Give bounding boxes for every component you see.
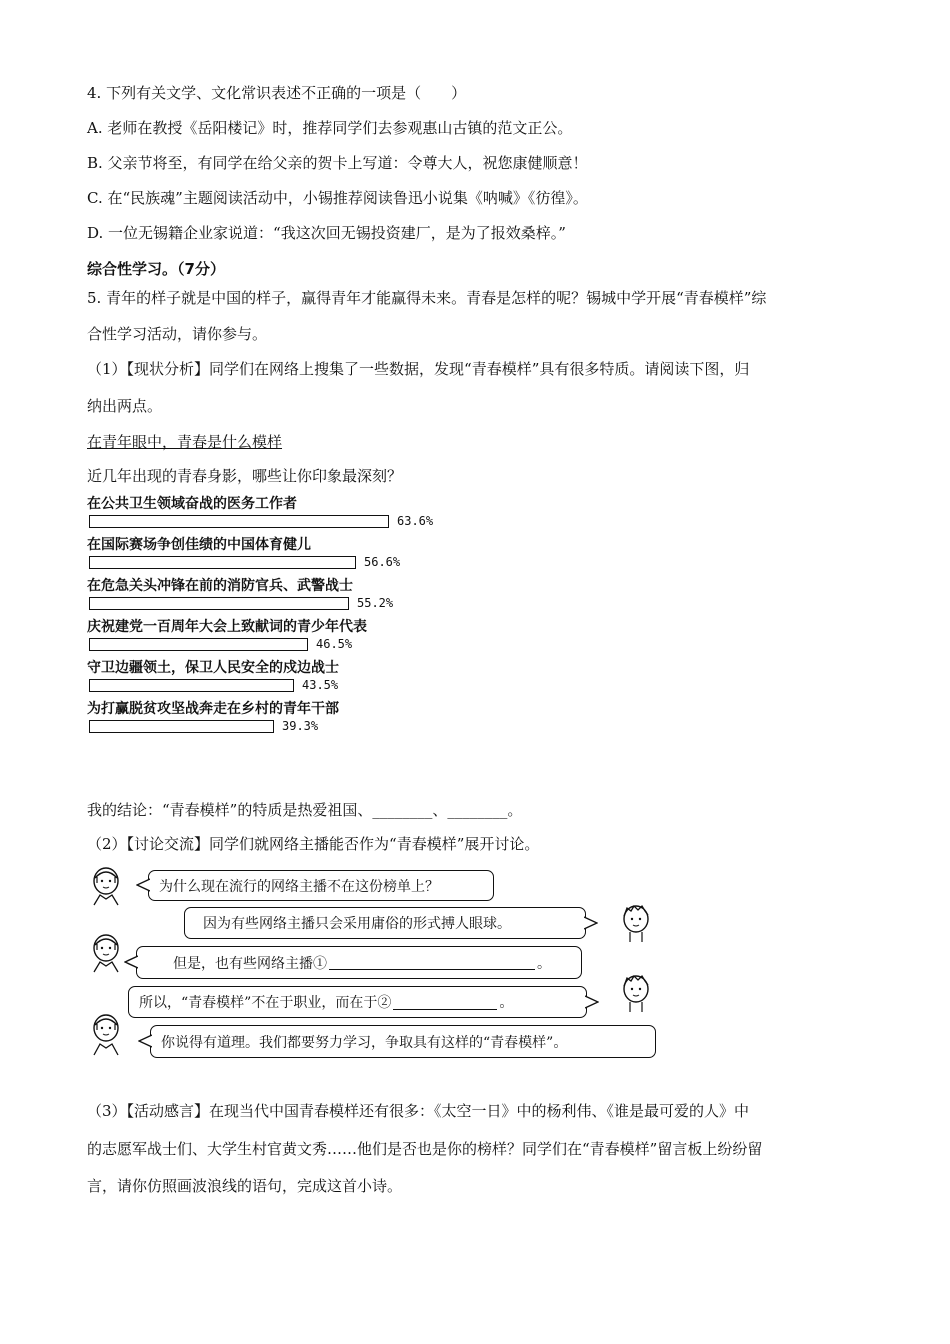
q4-option-c: C. 在“民族魂”主题阅读活动中，小锡推荐阅读鲁迅小说集《呐喊》《彷徨》。 <box>87 189 588 207</box>
q4-option-a: A. 老师在教授《岳阳楼记》时，推荐同学们去参观惠山古镇的范文正公。 <box>87 119 573 137</box>
q5-part3-line-3: 言，请你仿照画波浪线的语句，完成这首小诗。 <box>87 1177 403 1195</box>
q4-option-b: B. 父亲节将至，有同学在给父亲的贺卡上写道：令尊大人，祝您康健顺意！ <box>87 154 588 172</box>
chart-title: 在青年眼中，青春是什么模样 <box>87 433 283 451</box>
bar-value-label: 56.6% <box>364 555 401 569</box>
bar-value-label: 55.2% <box>357 596 394 610</box>
bar-value-label: 46.5% <box>316 637 353 651</box>
dialogue-text-3b: 。 <box>537 955 551 972</box>
bubble-tail-icon <box>124 955 138 969</box>
girl-avatar-icon <box>88 1013 124 1057</box>
q5-part1-line-2: 纳出两点。 <box>87 397 163 415</box>
section-title: 综合性学习。（7分） <box>87 260 225 278</box>
boy-avatar-icon <box>618 902 654 944</box>
q5-intro-line-2: 合性学习活动，请你参与。 <box>87 325 268 343</box>
bar-category-label: 在危急关头冲锋在前的消防官兵、武警战士 <box>87 578 353 594</box>
chart-subtitle: 近几年出现的青春身影，哪些让你印象最深刻？ <box>87 467 403 485</box>
bar-category-label: 在公共卫生领域奋战的医务工作者 <box>87 496 297 512</box>
answer-blank-1[interactable] <box>329 955 535 970</box>
conclusion-line: 我的结论：“青春模样”的特质是热爱祖国、________、________。 <box>87 801 523 819</box>
bubble-tail-icon <box>136 878 150 892</box>
bar <box>89 515 389 528</box>
dialogue-bubble-3 <box>136 946 582 979</box>
q4-stem: 4. 下列有关文学、文化常识表述不正确的一项是（ ） <box>87 84 467 102</box>
dialogue-text-4a: 所以，“青春模样”不在于职业，而在于② <box>139 995 392 1011</box>
bar-value-label: 63.6% <box>397 514 434 528</box>
girl-avatar-icon <box>88 866 124 906</box>
bar <box>89 679 294 692</box>
bar-category-label: 守卫边疆领土，保卫人民安全的戍边战士 <box>87 660 339 676</box>
bar-category-label: 庆祝建党一百周年大会上致献词的青少年代表 <box>87 619 367 635</box>
q5-part1-line-1: （1）【现状分析】同学们在网络上搜集了一些数据，发现“青春模样”具有很多特质。请阅读下图，归 <box>87 360 750 378</box>
bubble-tail-icon <box>585 995 599 1009</box>
answer-blank-2[interactable] <box>393 995 497 1010</box>
q4-option-d: D. 一位无锡籍企业家说道：“我这次回无锡投资建厂，是为了报效桑梓。” <box>87 224 566 242</box>
bubble-tail-icon <box>584 916 598 930</box>
bar-value-label: 43.5% <box>302 678 339 692</box>
dialogue-text-3a: 但是，也有些网络主播① <box>173 955 327 972</box>
boy-avatar-icon <box>618 972 654 1014</box>
q5-part3-line-2: 的志愿军战士们、大学生村官黄文秀……他们是否也是你的榜样？同学们在“青春模样”留言板上纷纷留 <box>87 1140 763 1158</box>
dialogue-bubble-2 <box>184 907 586 939</box>
bar-category-label: 为打赢脱贫攻坚战奔走在乡村的青年干部 <box>87 701 339 717</box>
girl-avatar-icon <box>88 933 124 973</box>
bubble-tail-icon <box>138 1034 152 1048</box>
bar <box>89 597 349 610</box>
bar-category-label: 在国际赛场争创佳绩的中国体育健儿 <box>87 537 311 553</box>
dialogue-text-1: 为什么现在流行的网络主播不在这份榜单上？ <box>159 878 439 895</box>
bar <box>89 556 356 569</box>
dialogue-text-4b: 。 <box>499 995 514 1011</box>
dialogue-bubble-5 <box>150 1025 656 1058</box>
q5-intro-line-1: 5. 青年的样子就是中国的样子，赢得青年才能赢得未来。青春是怎样的呢？锡城中学开展“青春模样”综 <box>87 289 767 307</box>
dialogue-bubble-4 <box>128 986 587 1018</box>
bar <box>89 638 308 651</box>
dialogue-bubble-1 <box>148 870 494 901</box>
q5-part3-line-1: （3）【活动感言】在现当代中国青春模样还有很多：《太空一日》中的杨利伟、《谁是最可爱的人》中 <box>87 1102 750 1120</box>
q5-part2-line: （2）【讨论交流】同学们就网络主播能否作为“青春模样”展开讨论。 <box>87 835 540 853</box>
bar <box>89 720 274 733</box>
bar-value-label: 39.3% <box>282 719 319 733</box>
dialogue-text-2: 因为有些网络主播只会采用庸俗的形式搏人眼球。 <box>203 916 511 932</box>
dialogue-text-5: 你说得有道理。我们都要努力学习，争取具有这样的“青春模样”。 <box>161 1034 568 1051</box>
